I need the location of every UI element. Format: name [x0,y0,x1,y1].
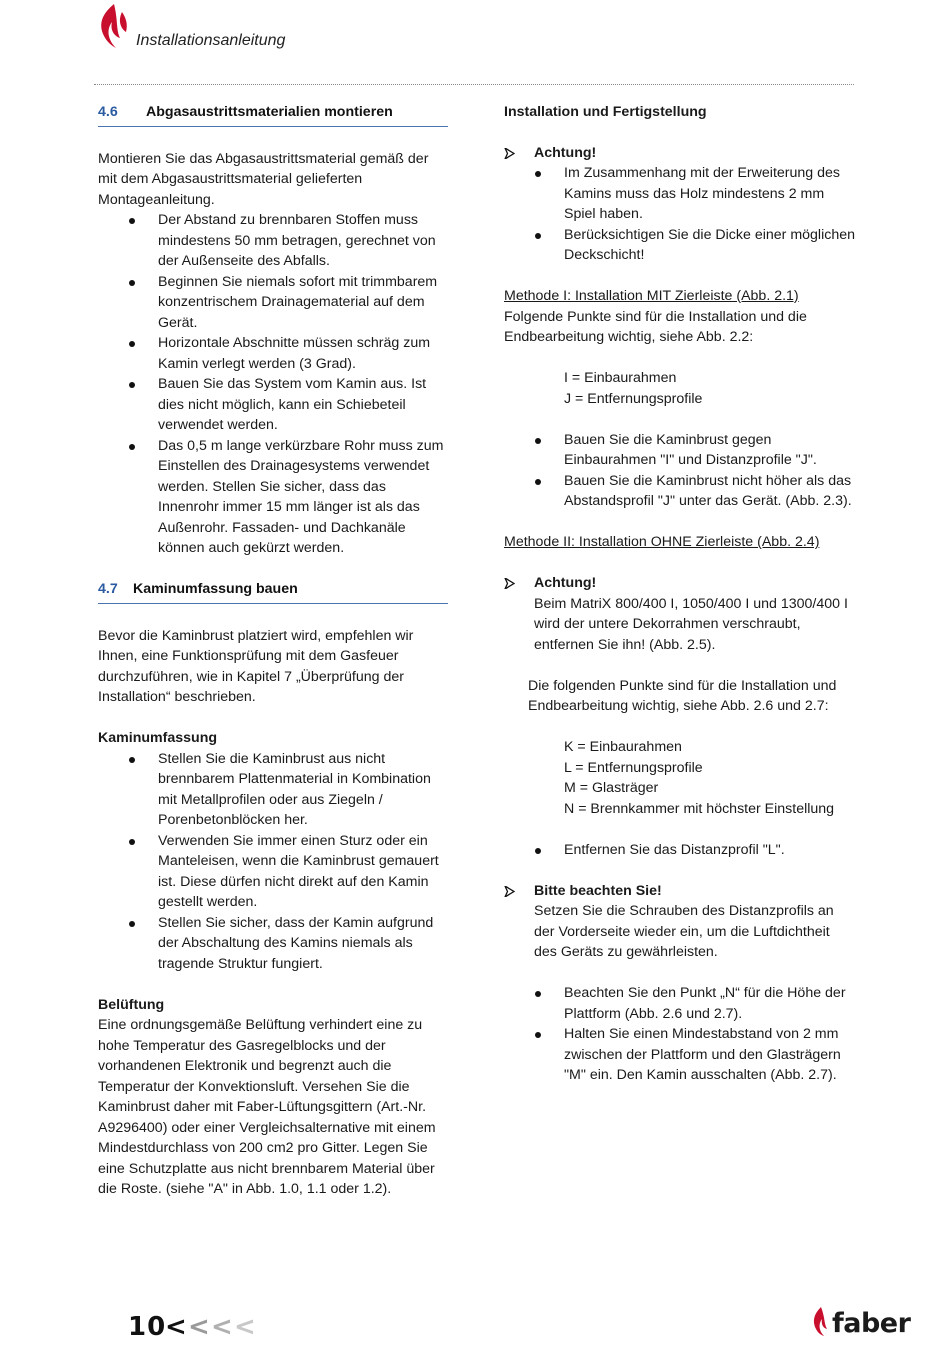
bullet-list [534,163,856,266]
warning-label: Achtung! [534,144,597,161]
list-item: Berücksichtigen Sie die Dicke einer möglichen Deckschicht! [564,225,856,266]
bullet-list [98,210,448,559]
left-column [98,102,448,1200]
note-label: Bitte beachten Sie! [534,882,662,899]
faber-flame-icon [810,1306,832,1338]
list-item: Beginnen Sie niemals sofort mit trimmbarem konzentrischem Drainagematerial auf dem Gerät. [158,272,448,334]
subheading-belueftung: Belüftung [98,996,165,1013]
header-title: Installationsanleitung [136,32,286,49]
note-block [504,881,856,963]
bullet-list [504,983,856,1086]
chevron-icon: < [188,1312,210,1342]
method-2-title: Methode II: Installation OHNE Zierleiste (Abb. 2.4) [504,534,820,550]
bullet-list [504,430,856,512]
section-title: Abgasaustrittsmaterialien montieren [146,104,393,120]
section-heading-4-7 [98,579,448,604]
list-item: Halten Sie einen Mindestabstand von 2 mm zwischen der Plattform und den Glasträgern "M" ein. Den Kamin ausschalten (Abb. 2.7). [564,1024,856,1086]
right-heading: Installation und Fertigstellung [504,104,707,120]
list-item: Bauen Sie die Kaminbrust nicht höher als das Abstandsprofil "J" unter das Gerät. (Abb. 2.3). [564,471,856,512]
list-item: Stellen Sie die Kaminbrust aus nicht brennbarem Plattenmaterial in Kombination mit Metallprofilen oder aus Ziegeln / Porenbetonblöcken her. [158,749,448,831]
definition-item: L = Entfernungsprofile [564,759,703,776]
definition-item: M = Glasträger [564,780,659,796]
definition-list [504,737,856,819]
arrow-bullet-icon [504,886,515,897]
right-column [504,102,856,1086]
list-item: Bauen Sie die Kaminbrust gegen Einbaurahmen "I" und Distanzprofile "J". [564,430,856,471]
page-number: 10 [128,1312,167,1342]
bullet-list [504,840,856,861]
warning-text: Beim MatriX 800/400 I, 1050/400 I und 1300/400 I wird der untere Dekorrahmen verschraubt, entfernen Sie ihn! (Abb. 2.5). [534,595,848,653]
definition-list [504,368,856,409]
section-intro: Montieren Sie das Abgasaustrittsmaterial gemäß der mit dem Abgasaustrittsmaterial gelieferten Montageanleitung. [98,150,429,208]
bullet-list [98,749,448,975]
arrow-bullet-icon [504,148,515,159]
list-item: Das 0,5 m lange verkürzbare Rohr muss zum Einstellen des Drainagesystems verwendet werden. Stellen Sie sicher, dass das Innenrohr immer 15 mm länger ist als das Außenrohr. Fassaden- und Dachkanäle können auch gekürzt werden. [158,436,448,559]
method-1-text: Folgende Punkte sind für die Installation und die Endbearbeitung wichtig, siehe Abb. 2.2: [504,308,807,345]
ventilation-text: Eine ordnungsgemäße Belüftung verhindert eine zu hohe Temperatur des Gasregelblocks und der vorhandenen Elektronik und begrenzt auch die Temperatur der Konvektionsluft. Versehen Sie die Kaminbrust daher mit Faber-Lüftungsgittern (Art.-Nr. A9296400) oder einer Vergleichsalternative mit einem Mindestdurchlass von 200 cm2 pro Gitter. Legen Sie eine Schutzplatte aus nicht brennbarem Material über die Roste. (siehe "A" in Abb. 1.0, 1.1 oder 1.2). [98,1017,436,1197]
definition-item: J = Entfernungsprofile [564,390,703,407]
header-divider [94,84,854,85]
chevron-icon: < [165,1312,187,1342]
warning-label: Achtung! [534,575,597,591]
subheading-kaminumfassung: Kaminumfassung [98,730,218,746]
definition-item: K = Einbaurahmen [564,739,682,755]
list-item: Verwenden Sie immer einen Sturz oder ein Manteleisen, wenn die Kaminbrust gemauert ist. Diese dürfen nicht direkt auf den Kamin gestellt werden. [158,831,448,913]
list-item: Entfernen Sie das Distanzprofil "L". [564,840,856,861]
method-1-title: Methode I: Installation MIT Zierleiste (Abb. 2.1) [504,288,799,304]
note-text: Setzen Sie die Schrauben des Distanzprofils an der Vorderseite wieder ein, um die Luftdichtheit des Geräts zu gewährleisten. [534,903,834,960]
list-item: Beachten Sie den Punkt „N“ für die Höhe der Plattform (Abb. 2.6 und 2.7). [564,983,856,1024]
section-number: 4.7 [98,581,118,597]
flame-logo-icon [94,2,134,52]
chevron-icon: < [234,1312,256,1342]
chevron-icon: < [211,1312,233,1342]
section-intro: Bevor die Kaminbrust platziert wird, empfehlen wir Ihnen, eine Funktionsprüfung mit dem Gasfeuer durchzuführen, wie in Kapitel 7 „Überprüfung der Installation“ beschrieben. [98,627,414,705]
list-item: Bauen Sie das System vom Kamin aus. Ist dies nicht möglich, kann ein Schiebeteil verwendet werden. [158,374,448,436]
warning-block [504,573,856,655]
method-2-text: Die folgenden Punkte sind für die Installation und Endbearbeitung wichtig, siehe Abb. 2.6 und 2.7: [528,677,837,714]
section-number: 4.6 [98,104,118,120]
page-header [94,0,854,90]
definition-item: I = Einbaurahmen [564,370,677,386]
list-item: Im Zusammenhang mit der Erweiterung des Kamins muss das Holz mindestens 2 mm Spiel haben. [564,163,856,225]
section-title: Kaminumfassung bauen [133,581,298,597]
list-item: Horizontale Abschnitte müssen schräg zum Kamin verlegt werden (3 Grad). [158,333,448,374]
page-footer [0,1300,950,1359]
list-item: Der Abstand zu brennbaren Stoffen muss mindestens 50 mm betragen, gerechnet von der Außenseite des Abfalls. [158,210,448,272]
definition-item: N = Brennkammer mit höchster Einstellung [564,800,835,817]
section-heading-4-6 [98,102,448,127]
list-item: Stellen Sie sicher, dass der Kamin aufgrund der Abschaltung des Kamins niemals als tragende Struktur fungiert. [158,913,448,975]
warning-block [504,143,856,266]
arrow-bullet-icon [504,578,515,589]
faber-logo [810,1306,910,1342]
brand-name: faber [832,1308,911,1339]
